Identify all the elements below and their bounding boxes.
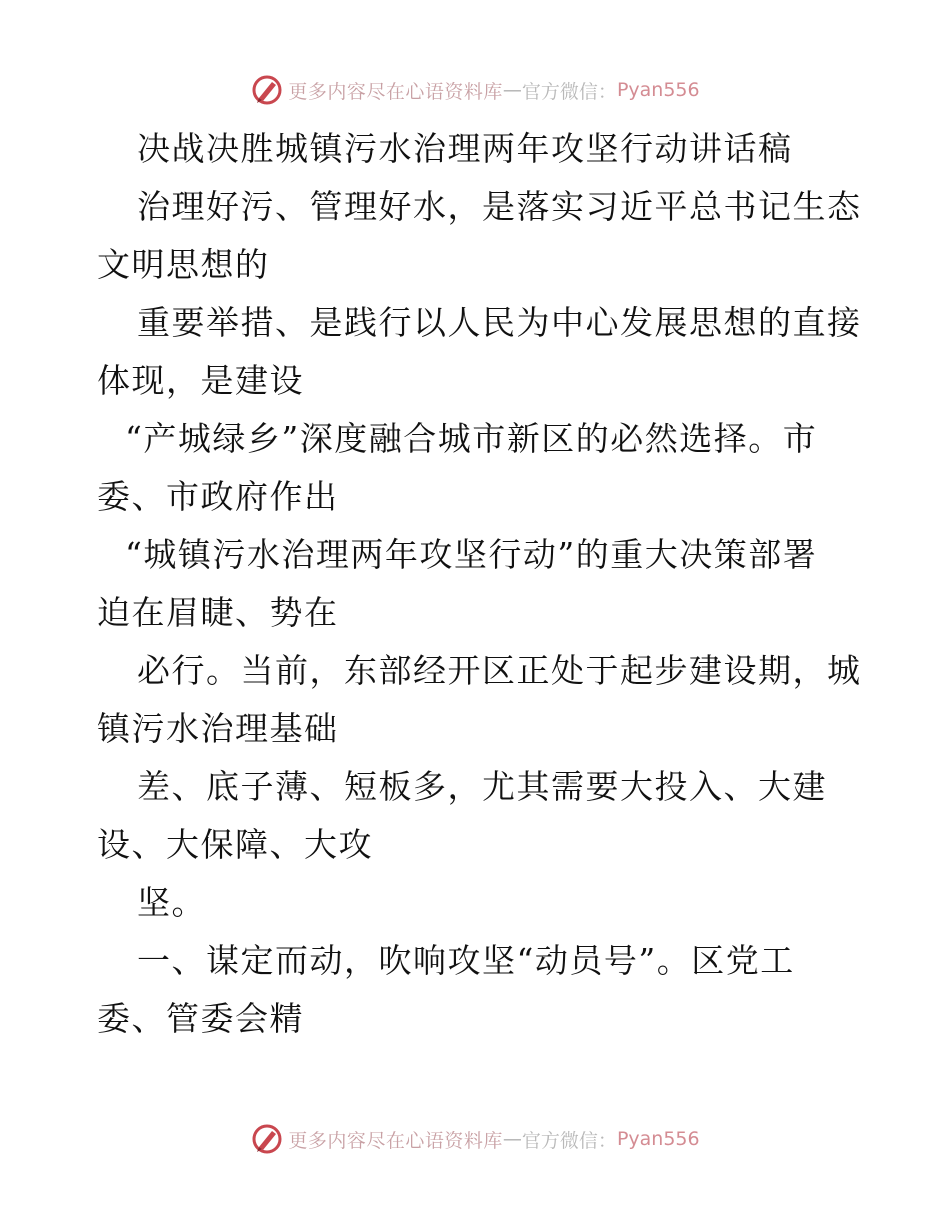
paragraph-line: “城镇污水治理两年攻坚行动”的重大决策部署 bbox=[125, 535, 818, 574]
paragraph-line: “产城绿乡”深度融合城市新区的必然选择。市 bbox=[125, 419, 818, 458]
watermark-separator: — bbox=[502, 1128, 522, 1150]
section-heading-line: 一、谋定而动，吹响攻坚“动员号”。区党工 bbox=[137, 941, 795, 980]
pen-logo-icon bbox=[250, 73, 284, 107]
watermark-wechat-id: Pyan556 bbox=[616, 1128, 700, 1150]
paragraph-line: 委、管委会精 bbox=[97, 999, 304, 1038]
paragraph-line: 迫在眉睫、势在 bbox=[97, 593, 339, 632]
watermark-wechat-id: Pyan556 bbox=[616, 79, 700, 101]
paragraph-line: 设、大保障、大攻 bbox=[97, 825, 373, 864]
watermark-text: 更多内容尽在心语资料库 bbox=[288, 80, 503, 103]
paragraph-line: 治理好污、管理好水，是落实习近平总书记生态 bbox=[137, 187, 862, 226]
document-title: 决战决胜城镇污水治理两年攻坚行动讲话稿 bbox=[137, 129, 793, 168]
watermark-wechat-label: 官方微信： bbox=[521, 80, 617, 103]
paragraph-line: 必行。当前，东部经开区正处于起步建设期，城 bbox=[137, 651, 862, 690]
paragraph-line: 差、底子薄、短板多，尤其需要大投入、大建 bbox=[137, 767, 827, 806]
header-watermark bbox=[0, 72, 950, 108]
pen-logo-icon bbox=[250, 1122, 284, 1156]
watermark-separator: — bbox=[502, 79, 522, 101]
watermark-text: 更多内容尽在心语资料库 bbox=[288, 1129, 503, 1152]
paragraph-line: 体现，是建设 bbox=[97, 361, 304, 400]
paragraph-line: 重要举措、是践行以人民为中心发展思想的直接 bbox=[137, 303, 862, 342]
watermark-wechat-label: 官方微信： bbox=[521, 1129, 617, 1152]
paragraph-line: 坚。 bbox=[137, 883, 206, 922]
paragraph-line: 委、市政府作出 bbox=[97, 477, 339, 516]
paragraph-line: 镇污水治理基础 bbox=[97, 709, 339, 748]
document-body bbox=[97, 120, 862, 1048]
footer-watermark bbox=[0, 1121, 950, 1157]
paragraph-line: 文明思想的 bbox=[97, 245, 270, 284]
